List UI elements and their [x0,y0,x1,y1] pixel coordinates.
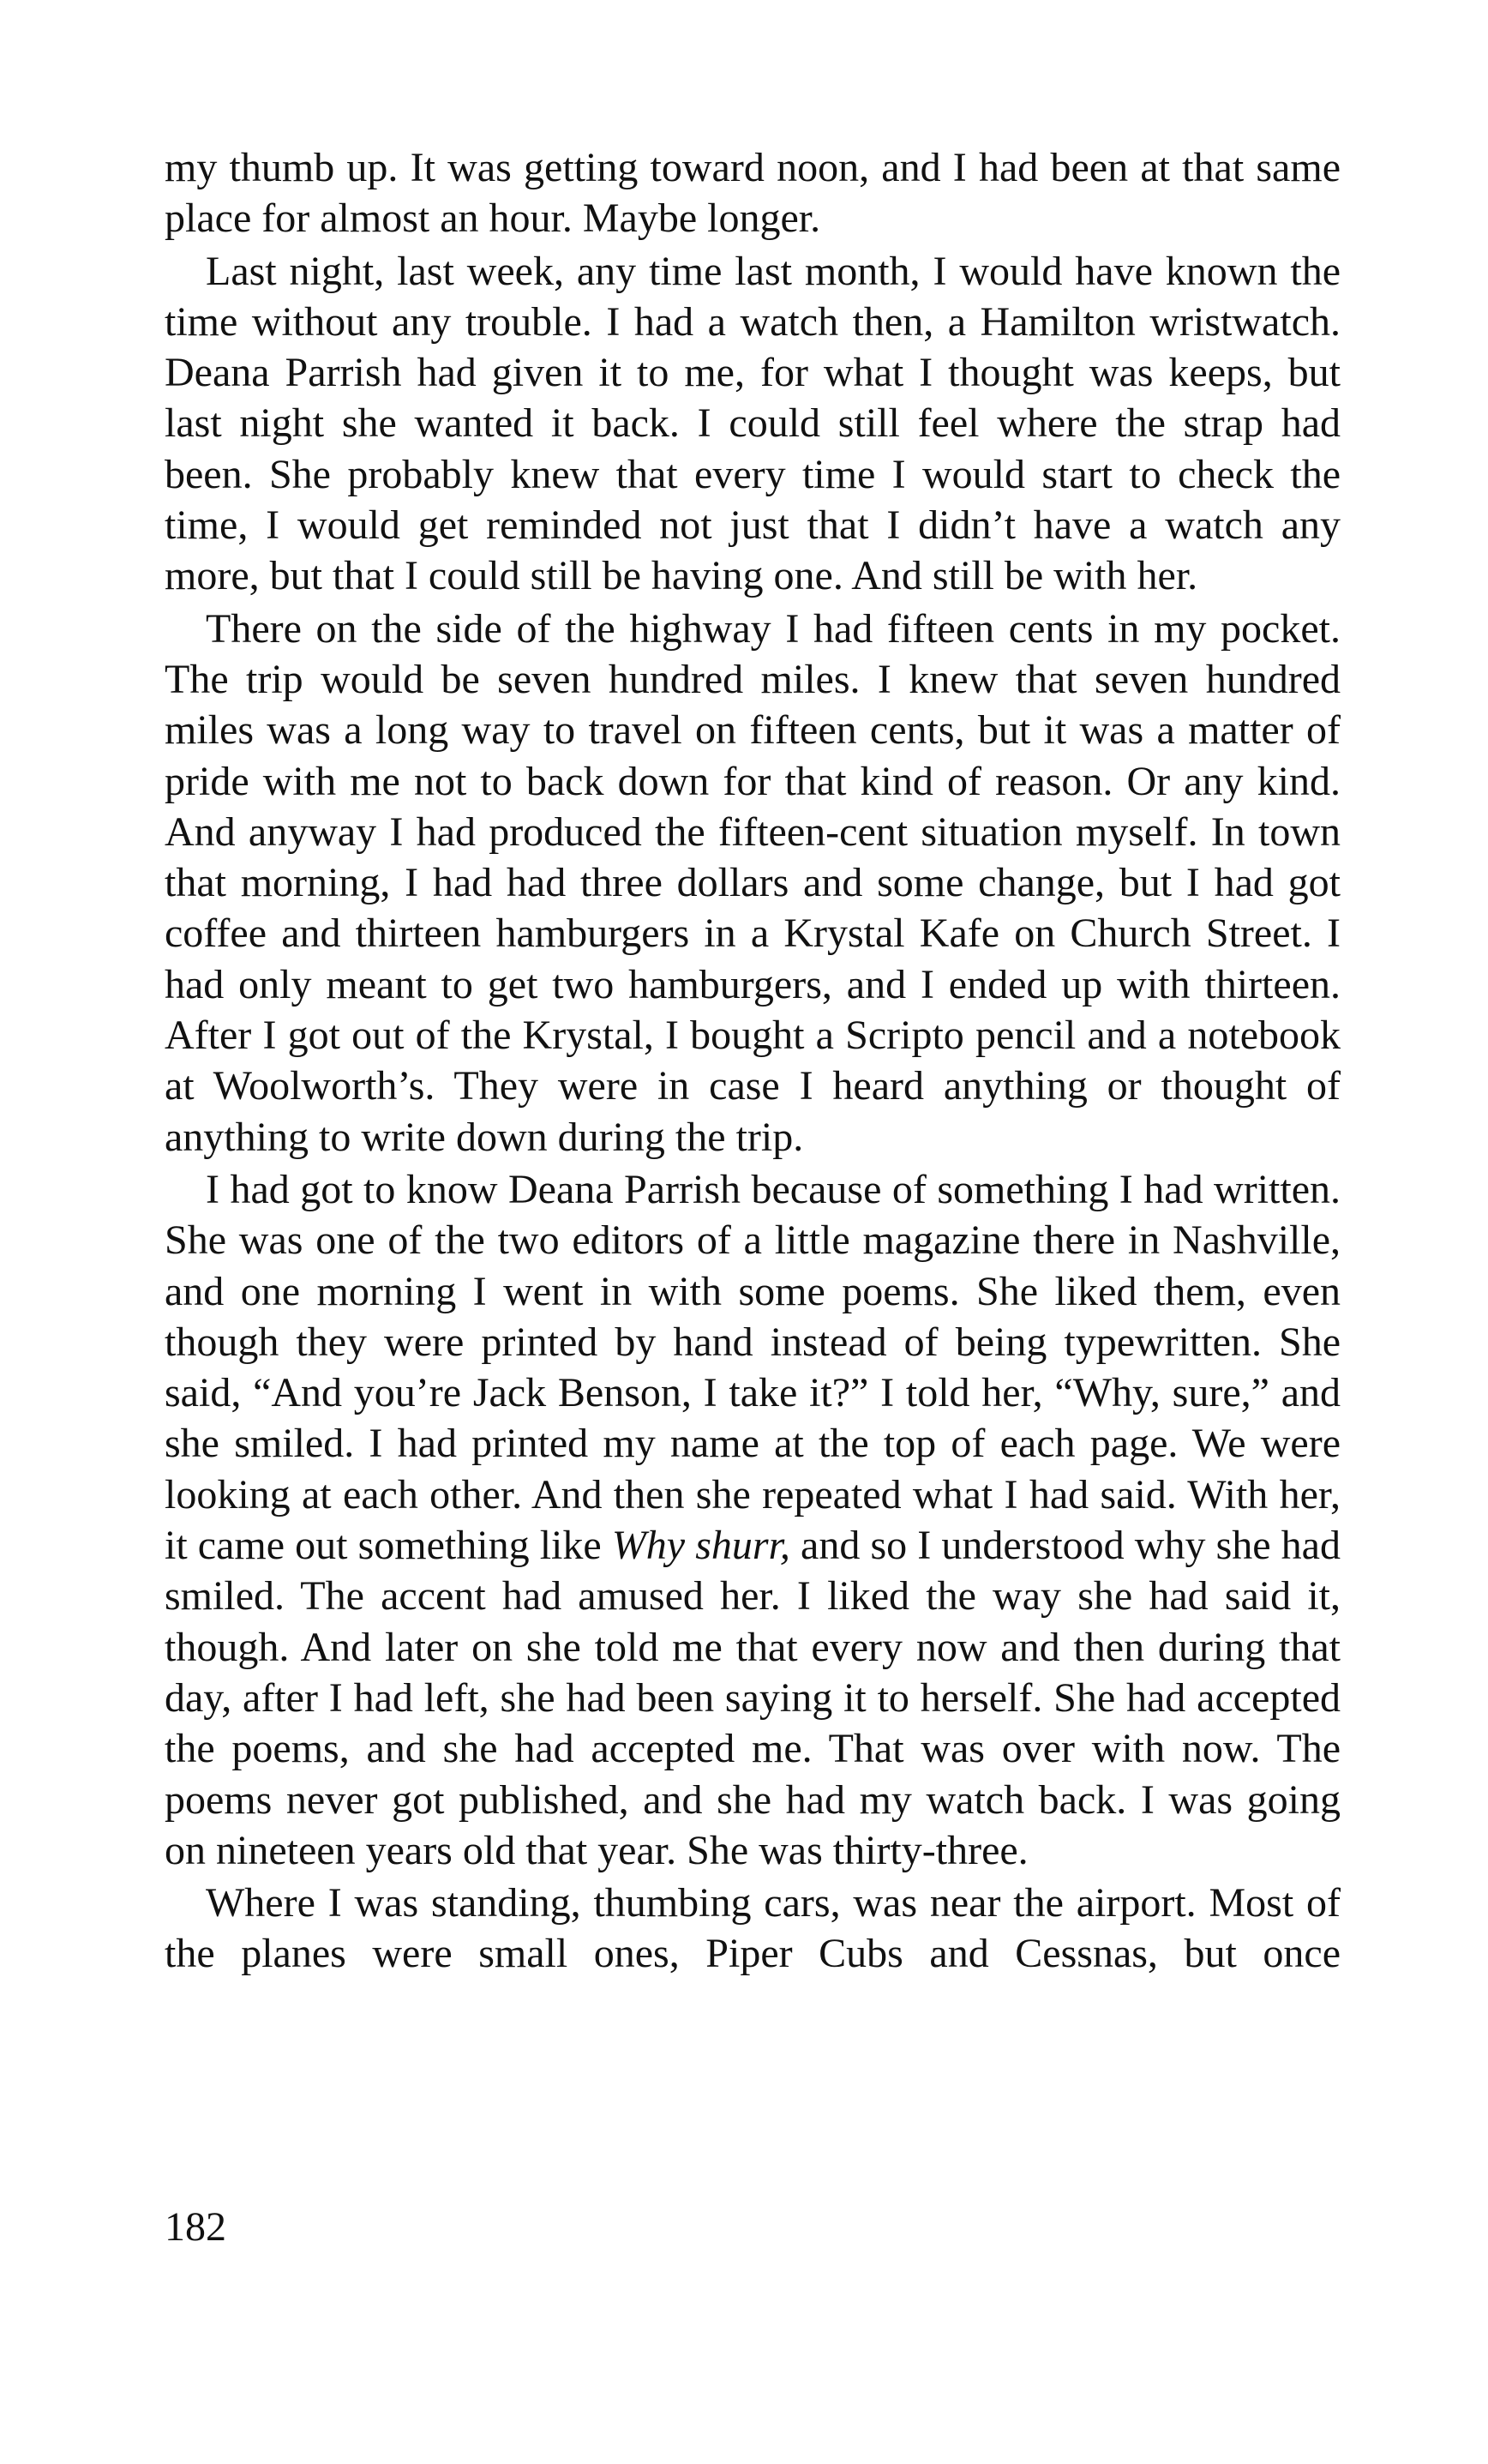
paragraph-2: Last night, last week, any time last month, I would have known the time without any trouble. I had a watch then, a Hamilton wristwatch. Deana Parrish had given it to me, for what I thought was keeps, but last night she wanted it back. I could still feel where the strap had been. She probably knew that every time I would start to check the time, I would get reminded not just that I didn’t have a watch any more, but that I could still be having one. And still be with her. [165,248,1341,599]
paragraph-4-part-1: I had got to know Deana Parrish because of something I had written. She was one of the two editors of a little magazine there in Nashville, and one morning I went in with some poems. She liked them, even though they were printed by hand instead of being typewritten. She said, “And you’re Jack Benson, I take it?” I told her, “Why, sure,” and she smiled. I had printed my name at the top of each page. We were looking at each other. And then she repeated what I had said. With her, it came out something like [165,1166,1341,1569]
paragraph-1: my thumb up. It was getting toward noon, and I had been at that same place for almost an hour. Maybe longer. [165,145,1341,242]
paragraph-4-part-2: and so I understood why she had smiled. The accent had amused her. I liked the way she had said it, though. And later on she told me that every now and then during that day, after I had left, she had been saying it to herself. She had accepted the poems, and she had accepted me. That was over with now. The poems never got published, and she had my watch back. I was going on nineteen years old that year. She was thirty-three. [165,1523,1341,1873]
body-text [165,142,1341,1980]
paragraph-5: Where I was standing, thumbing cars, was near the airport. Most of the planes were small ones, Piper Cubs and Cessnas, but once [165,1880,1341,1977]
paragraph-4 [165,1164,1341,1876]
paragraph-4-italic-phrase: Why shurr, [611,1523,790,1569]
page-number: 182 [165,2204,226,2250]
paragraph-3: There on the side of the highway I had fifteen cents in my pocket. The trip would be seven hundred miles. I knew that seven hundred miles was a long way to travel on fifteen cents, but it was a matter of pride with me not to back down for that kind of reason. Or any kind. And anyway I had produced the fifteen-cent situation myself. In town that morning, I had had three dollars and some change, but I had got coffee and thirteen hamburgers in a Krystal Kafe on Church Street. I had only meant to get two hamburgers, and I ended up with thirteen. After I got out of the Krystal, I bought a Scripto pencil and a notebook at Woolworth’s. They were in case I heard anything or thought of anything to write down during the trip. [165,605,1341,1160]
